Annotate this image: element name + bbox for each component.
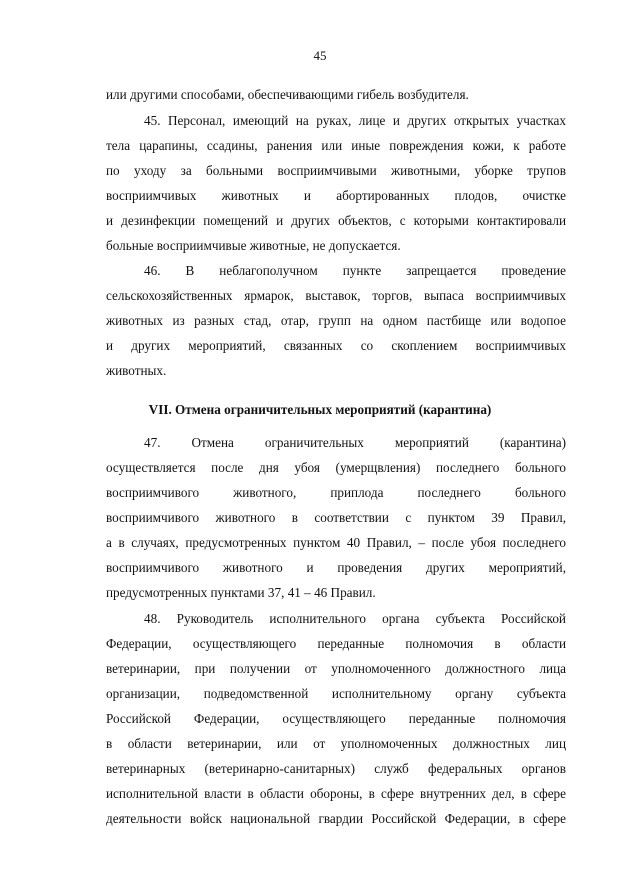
- text-line: предусмотренных пунктами 37, 41 – 46 Правил.: [106, 585, 376, 600]
- text-line: организации, подведомственной исполнительному органу субъекта: [106, 686, 566, 701]
- section-heading: VII. Отмена ограничительных мероприятий (карантина): [148, 402, 492, 417]
- text-line: восприимчивых животных и абортированных плодов, очистке: [106, 188, 566, 203]
- page-number: 45: [313, 48, 327, 63]
- text-line: животных.: [106, 363, 167, 378]
- text-line: осуществляется после дня убоя (умерщвления) последнего больного: [106, 460, 566, 475]
- text-line: и дезинфекции помещений и других объектов, с которыми контактировали: [106, 213, 566, 228]
- text-line: 48. Руководитель исполнительного органа субъекта Российской: [144, 611, 566, 626]
- text-line: животных из разных стад, отар, групп на одном пастбище или водопое: [106, 313, 566, 328]
- text-line: а в случаях, предусмотренных пунктом 40 Правил, – после убоя последнего: [106, 535, 566, 550]
- text-line: 46. В неблагополучном пункте запрещается проведение: [144, 263, 566, 278]
- text-line: тела царапины, ссадины, ранения или иные повреждения кожи, к работе: [106, 138, 566, 153]
- text-line: восприимчивого животного, приплода последнего больного: [106, 485, 566, 500]
- text-line: в области ветеринарии, или от уполномоченных должностных лиц: [106, 736, 566, 751]
- text-line: исполнительной власти в области обороны, в сфере внутренних дел, в сфере: [106, 786, 566, 801]
- text-line: по уходу за больными восприимчивыми животными, уборке трупов: [106, 163, 566, 178]
- text-line: 47. Отмена ограничительных мероприятий (карантина): [144, 435, 566, 450]
- text-line: восприимчивого животного в соответствии с пунктом 39 Правил,: [106, 510, 566, 525]
- text-line: Российской Федерации, осуществляющего переданные полномочия: [106, 711, 566, 726]
- text-line: или другими способами, обеспечивающими гибель возбудителя.: [106, 87, 469, 102]
- text-line: восприимчивого животного и проведения других мероприятий,: [106, 560, 566, 575]
- text-line: деятельности войск национальной гвардии Российской Федерации, в сфере: [106, 811, 566, 826]
- text-line: ветеринарии, при получении от уполномоченного должностного лица: [106, 661, 566, 676]
- text-line: сельскохозяйственных ярмарок, выставок, торгов, выпаса восприимчивых: [106, 288, 566, 303]
- text-line: 45. Персонал, имеющий на руках, лице и других открытых участках: [144, 113, 566, 128]
- text-line: больные восприимчивые животные, не допускается.: [106, 238, 401, 253]
- text-line: Федерации, осуществляющего переданные полномочия в области: [106, 636, 566, 651]
- text-line: ветеринарных (ветеринарно-санитарных) служб федеральных органов: [106, 761, 566, 776]
- text-line: и других мероприятий, связанных со скоплением восприимчивых: [106, 338, 566, 353]
